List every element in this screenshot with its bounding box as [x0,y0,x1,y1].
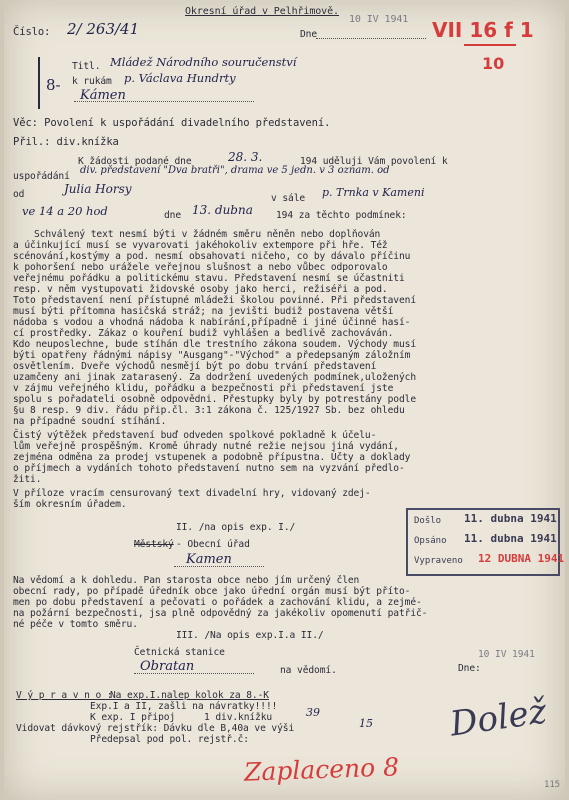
stamp-doslo-label: Došlo [414,516,442,526]
condition-line: zejména odměna za prodej vstupenek a podobně přípustna. Účty a doklady [13,452,411,463]
condition-line: k pohoršení nebo urážele veřejnou slušnost a nebo vůbec odporovalo [13,262,388,273]
cislo-label: Číslo: [13,26,51,38]
section2-heading: II. /na opis exp. I./ [176,522,296,533]
condition-line: lům veřejně prospěšným. Kromě úhrady nutné režie nejsou jiná vydání, [13,441,399,452]
condition-line: Schválený text nesmí býti v žádném směru něněn nebo doplňován [34,229,381,240]
vypravno-line1: Na exp.I.nalep kolok za 8.-K [110,690,269,701]
titl-handwritten: Mládež Národního souručenství [110,55,297,69]
stamp-opsano-label: Opsáno [414,536,447,546]
document-page [4,0,565,800]
red-mark-number: 10 [482,54,505,73]
section3-station-hw: Obratan [140,659,195,674]
section2-line: Na vědomí a k dohledu. Pan starosta obce nebo jím určený člen [13,575,360,586]
margin-bracket [38,57,40,109]
vypravno-line4: Vidovat dávkový rejstřík: Dávku dle B,40a ve výši [16,723,295,734]
condition-line: cí prostředky. Zákaz o kouření budiž vyhlášen a bedlivě zachováván. [13,328,394,339]
page-corner-number: 115 [544,780,560,790]
request-line3-a: od [13,189,25,200]
condition-line: na případné soudní stíhání. [13,416,167,427]
condition-line: uzamčeny ani jinak zatarasený. Za dodržení uvedených podmínek,uložených [13,372,416,383]
condition-line: V příloze vracím censurovaný text divadelní hry, vidovaný zdej- [13,488,371,499]
condition-line: musí býti přítomna hasičská stráž; na jevišti budiž postavena větší [13,306,394,317]
request-line4-dne: dne [164,210,182,221]
condition-line: žiti. [13,474,42,485]
condition-line: osvětlením. Dveře východů nesmějí být po dobu trvání představení [13,361,377,372]
section2-line: men po dobu představení a pečovati o pořádek a zachování klidu, a zejmé- [13,597,422,608]
condition-line: scénování,kostýmy a pod. nesmí obsahovati ničeho, co by dávalo příčinu [13,251,411,262]
request-author-hw: Julia Horsy [64,182,132,196]
condition-line: resp. v něm vystupovati židovské osoby jako herci, režiséři a pod. [13,284,388,295]
red-paid-note: Zaplaceno 8 [243,752,400,787]
cislo-value: 2/ 263/41 [67,20,140,38]
section3-na-vedomi: na vědomí. [280,665,337,676]
stamp-opsano-date: 11. dubna 1941 [464,532,557,545]
titl-label: Titl. [72,61,101,72]
request-day-hw: 13. dubna [192,203,253,217]
request-date-hw: 28. 3. [228,150,263,164]
section3-station: Četnická stanice [134,647,225,658]
vypravno-line4-hw: 15 [359,717,373,730]
request-venue-hw: p. Trnka v Kameni [322,186,425,199]
section2-obec: - Obecní úřad [176,539,250,550]
registry-stamp [406,508,565,576]
margin-mark: 8- [46,76,61,94]
request-line4-c: 194 za těchto podmínek: [276,210,407,221]
vypravno-line5: Předepsal pod pol. rejstř.č: [90,734,249,745]
vypravno-label: V ý p r a v n o : [16,690,113,701]
request-line3-b: v sále [271,193,306,204]
vypravno-line2: Exp.I a II, zašli na návratky!!!! [90,701,278,712]
date-stamp-top: 10 IV 1941 [349,14,409,25]
vypravno-line3-hw: 39 [306,706,320,719]
stamp-vypraveno-date: 12 DUBNA 1941 [478,552,565,565]
official-signature: Dolež [447,691,549,745]
condition-line: nádoba s vodou a vhodná nádoba k nabírání,případně i jiné účinné hasí- [13,317,411,328]
request-time-hw: ve 14 a 20 hod [22,204,108,218]
section3-dne-label: Dne: [458,663,481,674]
k-rukam-label: k rukám [72,76,112,87]
condition-line: spolu s pořadateli osobně odpovědni. Přestupky byly by potrestány podle [13,394,416,405]
vypravno-line3-a: K exp. I připoj [90,712,176,723]
condition-line: v zájmu veřejného klidu, pořádku a bezpečnosti při představení jste [13,383,394,394]
section2-obec-struck: Městský [134,539,174,550]
section2-line: na požární bezpečnosti, jsa plně odpovědný za jakékoliv opomenutí patřič- [13,608,428,619]
section2-line: obecní rady, po případě úředník obce jako úřední orgán musí být příto- [13,586,411,597]
subject-attachment: Přil.: div.knížka [13,136,119,148]
condition-line: a účinkující musí se vyvarovati jakéhokoliv extempore při hře. Též [13,240,388,251]
condition-line: býti opatřeny řádnými nápisy "Ausgang"-"Východ" a předepsaným záložním [13,350,411,361]
subject-vec: Věc: Povolení k uspořádání divadelního představení. [13,117,331,129]
section2-place-hw: Kamen [186,552,232,567]
office-title: Okresní úřad v Pelhřimově. [185,6,339,17]
condition-line: veřejnému pořádku a politickému stavu. Představení nesmí se účastniti [13,273,405,284]
section2-line: né péče v tomto směru. [13,619,138,630]
condition-line: §u 8 resp. 9 div. řádu přip.čl. 3:1 zákona č. 125/1927 Sb. bez ohledu [13,405,405,416]
dne-label: Dne [300,29,318,40]
red-mark-rule [464,44,516,46]
stamp-doslo-date: 11. dubna 1941 [464,512,557,525]
k-rukam-handwritten: p. Václava Hundrty [124,71,236,85]
request-line2-a: uspořádání [13,171,70,182]
condition-line: Toto představení není přístupné mládeži školou povinné. Při představení [13,295,416,306]
condition-line: ším okresním úřadem. [13,499,127,510]
red-file-mark: VII 16 f 1 [432,18,534,42]
condition-line: o příjmech a vydáních tohoto představení nutno sem na vyzvání předlo- [13,463,405,474]
request-line1-a: K žádosti podané dne [78,156,192,167]
condition-line: Kdo neuposlechne, bude stíhán dle trestního zákona soudem. Východy musí [13,339,416,350]
vypravno-line3-b: 1 div.knížku [204,712,273,723]
address-place: Kámen [80,88,126,103]
request-line1-b: 194 uděluji Vám povolení k [300,156,448,167]
stamp-vypraveno-label: Vypraveno [414,556,463,566]
request-play-hw: div. představení "Dva bratři", drama ve 5 jedn. v 3 oznam. od [80,165,390,176]
condition-line: Čistý výtěžek představení buď odveden spolkové pokladně k účelu- [13,430,377,441]
section3-heading: III. /Na opis exp.I.a II./ [176,630,324,641]
section3-dne-stamp: 10 IV 1941 [478,649,535,660]
